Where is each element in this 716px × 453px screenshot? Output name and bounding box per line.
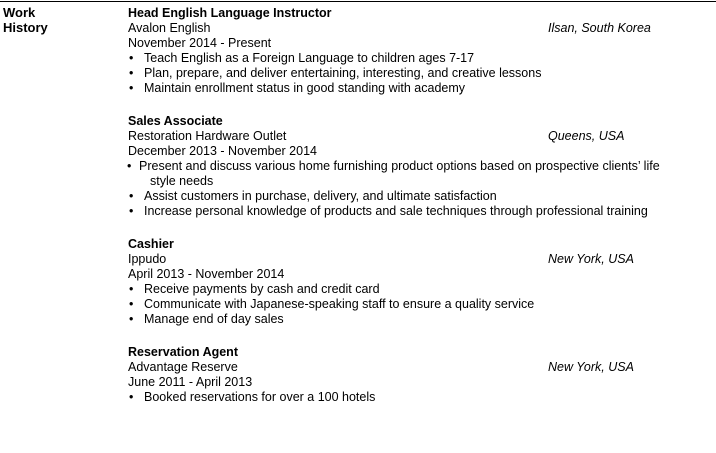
- duty-item: [128, 81, 713, 96]
- duties-list: [128, 159, 713, 219]
- duty-text: Increase personal knowledge of products and sale techniques through professional training: [144, 204, 648, 218]
- duty-item: [128, 282, 713, 297]
- job-title: Cashier: [128, 237, 174, 251]
- duties-list: [128, 51, 713, 96]
- employer-row: [128, 129, 713, 144]
- job-dates: June 2011 - April 2013: [128, 375, 253, 389]
- duty-text: Plan, prepare, and deliver entertaining, interesting, and creative lessons: [144, 66, 542, 80]
- duty-item: [128, 51, 713, 66]
- duty-item: [128, 390, 713, 405]
- employer-name: Advantage Reserve: [128, 360, 238, 374]
- job-entry: [128, 114, 713, 219]
- duty-item: [128, 204, 713, 219]
- employer-name: Avalon English: [128, 21, 211, 35]
- job-title: Head English Language Instructor: [128, 6, 332, 20]
- duties-list: [128, 390, 713, 405]
- bullet-icon: •: [129, 282, 134, 296]
- duty-text: Booked reservations for over a 100 hotels: [144, 390, 376, 404]
- duty-item: [128, 66, 713, 81]
- job-title: Reservation Agent: [128, 345, 238, 359]
- employer-row: [128, 360, 713, 375]
- bullet-icon: •: [129, 204, 134, 218]
- duty-text-continuation: style needs: [150, 174, 214, 188]
- job-location: Ilsan, South Korea: [548, 21, 651, 35]
- duty-text: Receive payments by cash and credit card: [144, 282, 380, 296]
- duty-text: Communicate with Japanese-speaking staff to ensure a quality service: [144, 297, 535, 311]
- job-location: Queens, USA: [548, 129, 625, 143]
- bullet-icon: •: [129, 390, 134, 404]
- job-dates: April 2013 - November 2014: [128, 267, 285, 281]
- job-location: New York, USA: [548, 252, 634, 266]
- duty-item: [128, 312, 713, 327]
- job-entry: [128, 6, 713, 96]
- bullet-icon: •: [129, 51, 134, 65]
- job-title: Sales Associate: [128, 114, 223, 128]
- work-history-list: [128, 6, 713, 423]
- job-entry: [128, 345, 713, 405]
- duty-text: Assist customers in purchase, delivery, and ultimate satisfaction: [144, 189, 497, 203]
- employer-name: Restoration Hardware Outlet: [128, 129, 287, 143]
- employer-row: [128, 252, 713, 267]
- job-location: New York, USA: [548, 360, 634, 374]
- employer-name: Ippudo: [128, 252, 167, 266]
- duty-item: [128, 297, 713, 312]
- bullet-icon: •: [129, 189, 134, 203]
- job-dates: December 2013 - November 2014: [128, 144, 317, 158]
- bullet-icon: •: [129, 312, 134, 326]
- duty-text: Maintain enrollment status in good standing with academy: [144, 81, 466, 95]
- duty-text: Present and discuss various home furnishing product options based on prospective clients’ life: [139, 159, 660, 173]
- duties-list: [128, 282, 713, 327]
- bullet-icon: •: [127, 159, 132, 173]
- employer-row: [128, 21, 713, 36]
- job-dates: November 2014 - Present: [128, 36, 272, 50]
- duty-item: [128, 159, 713, 189]
- bullet-icon: •: [129, 81, 134, 95]
- duty-text: Teach English as a Foreign Language to children ages 7-17: [144, 51, 475, 65]
- duty-text: Manage end of day sales: [144, 312, 284, 326]
- section-heading: [3, 5, 103, 35]
- section-heading-line-1: Work: [3, 5, 36, 20]
- job-entry: [128, 237, 713, 327]
- bullet-icon: •: [129, 66, 134, 80]
- duty-item: [128, 189, 713, 204]
- section-heading-line-2: History: [3, 20, 48, 35]
- bullet-icon: •: [129, 297, 134, 311]
- section-divider: [0, 1, 716, 2]
